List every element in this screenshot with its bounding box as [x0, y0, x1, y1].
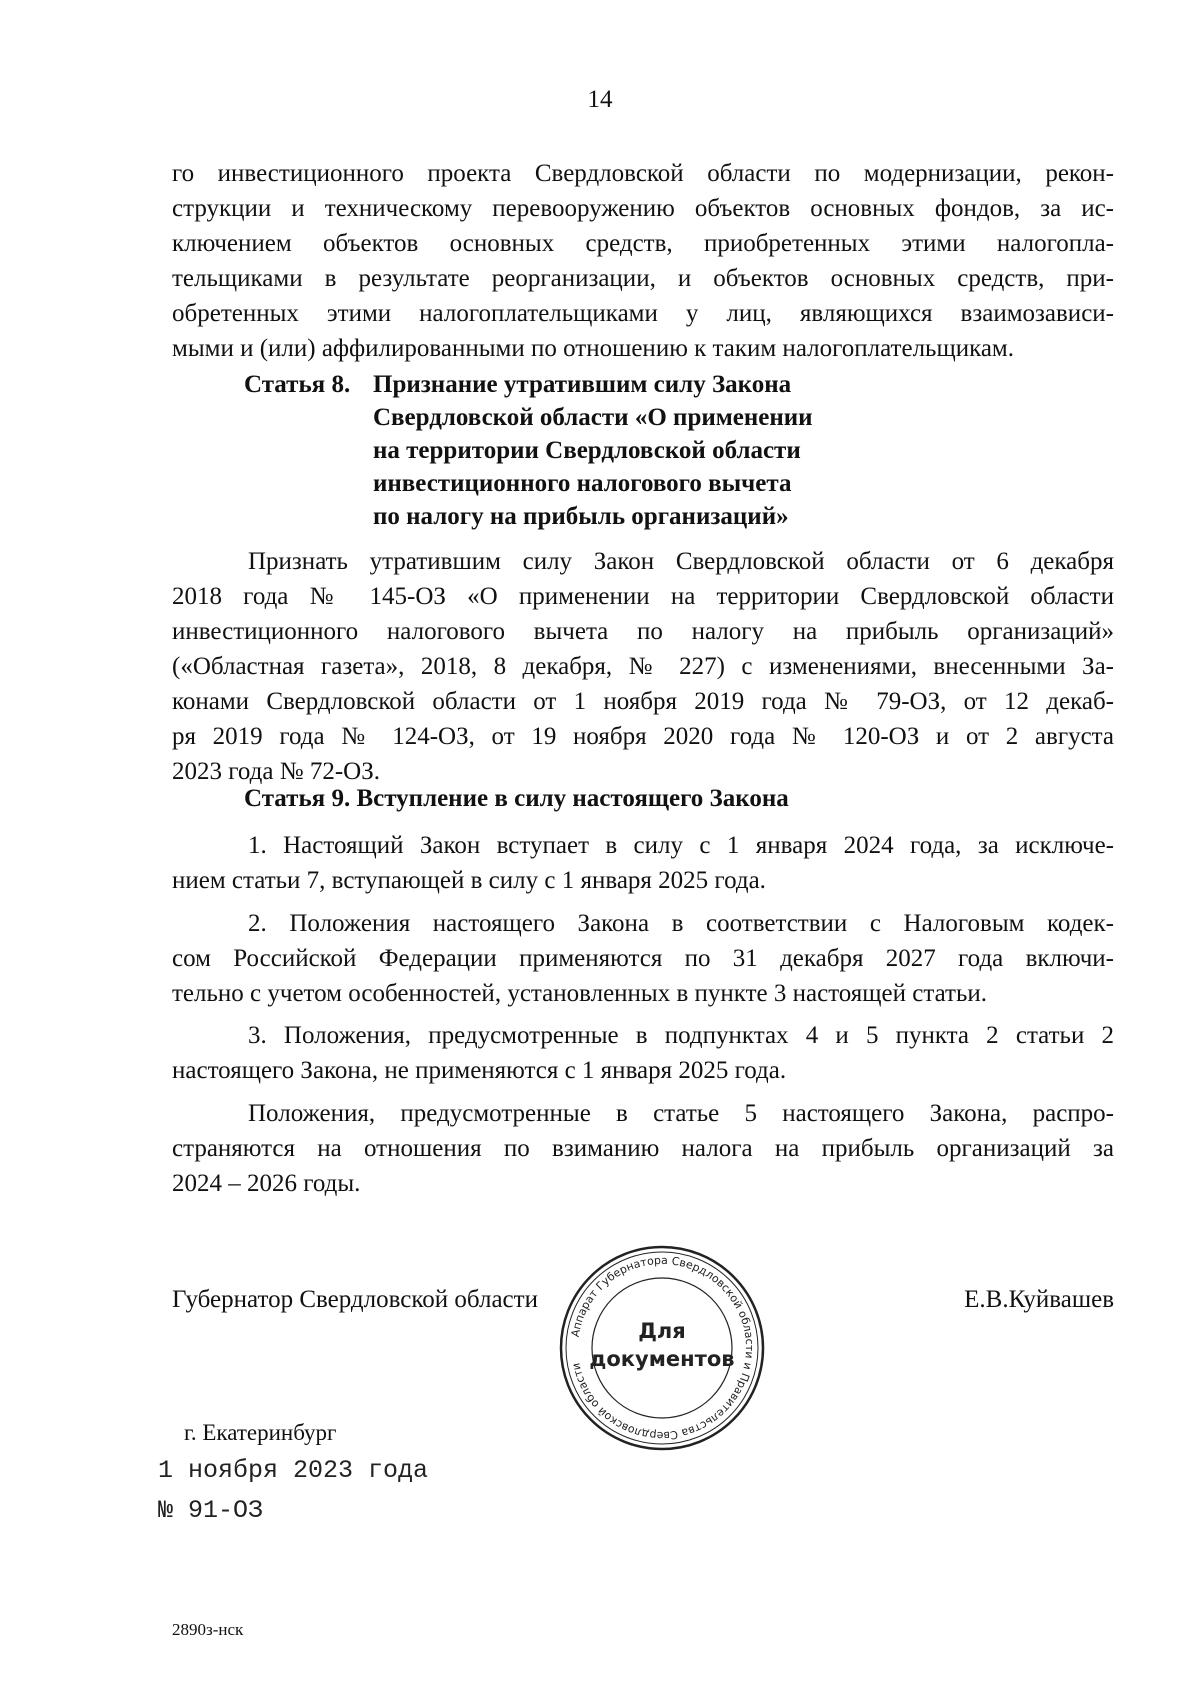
text-line: 3. Положения, предусмотренные в подпунктах 4 и 5 пункта 2 статьи 2	[248, 1022, 1114, 1049]
text-line: го инвестиционного проекта Свердловской области по модернизации, рекон-	[172, 160, 1114, 187]
text-line: 2. Положения настоящего Закона в соответствии с Налоговым кодек-	[248, 910, 1114, 937]
article-8-title-line: инвестиционного налогового вычета	[373, 470, 792, 497]
text-line: инвестиционного налогового вычета по налогу на прибыль организаций»	[172, 618, 1114, 645]
page-number: 14	[587, 86, 613, 113]
article-8-heading	[244, 368, 813, 533]
article-9-paragraph-1	[172, 828, 1114, 898]
text-line: струкции и техническому перевооружению объектов основных фондов, за ис-	[172, 195, 1114, 222]
article-8-text	[172, 544, 1114, 789]
text-line: мыми и (или) аффилированными по отношению к таким налогоплательщикам.	[172, 335, 1015, 362]
text-line: тельно с учетом особенностей, установленных в пункте 3 настоящей статьи.	[172, 980, 988, 1007]
article-8-title-line: по налогу на прибыль организаций»	[373, 503, 789, 530]
article-8-title-line: Признание утратившим силу Закона	[373, 371, 792, 398]
law-number: № 91-ОЗ	[158, 1496, 264, 1525]
text-line: ря 2019 года № 124-ОЗ, от 19 ноября 2020 года № 120-ОЗ и от 2 августа	[172, 723, 1114, 750]
text-line: конами Свердловской области от 1 ноября 2019 года № 79-ОЗ, от 12 декаб-	[172, 688, 1114, 715]
intro-paragraph	[172, 156, 1114, 366]
stamp-ring-text: Аппарат Губернатора Свердловской области и Правительства Свердловской области	[568, 1253, 757, 1443]
text-line: обретенных этими налогоплательщиками у лиц, являющихся взаимозависи-	[172, 300, 1114, 327]
article-8-number: Статья 8.	[244, 371, 351, 398]
article-9-heading: Статья 9. Вступление в силу настоящего Закона	[244, 785, 789, 812]
signature-position: Губернатор Свердловской области	[172, 1286, 538, 1313]
stamp-seal	[558, 1244, 766, 1452]
signing-city: г. Екатеринбург	[184, 1420, 337, 1445]
stamp-center-line-1: Для	[638, 1319, 686, 1343]
signature-name: Е.В.Куйвашев	[964, 1286, 1114, 1313]
stamp-center-line-2: документов	[589, 1347, 735, 1371]
text-line: 2018 года № 145-ОЗ «О применении на территории Свердловской области	[172, 583, 1114, 610]
text-line: Положения, предусмотренные в статье 5 настоящего Закона, распро-	[248, 1100, 1114, 1127]
article-9-paragraph-2	[172, 906, 1114, 1011]
text-line: ключением объектов основных средств, приобретенных этими налогопла-	[172, 230, 1114, 257]
article-8-title-line: на территории Свердловской области	[373, 437, 801, 464]
text-line: страняются на отношения по взиманию налога на прибыль организаций за	[172, 1135, 1114, 1162]
article-9-paragraph-4	[172, 1096, 1114, 1201]
text-line: сом Российской Федерации применяются по 31 декабря 2027 года включи-	[172, 945, 1114, 972]
text-line: 1. Настоящий Закон вступает в силу с 1 января 2024 года, за исключе-	[248, 832, 1114, 859]
text-line: нием статьи 7, вступающей в силу с 1 января 2025 года.	[172, 867, 766, 894]
text-line: тельщиками в результате реорганизации, и объектов основных средств, при-	[172, 265, 1114, 292]
article-8-title-line: Свердловской области «О применении	[373, 404, 813, 431]
text-line: 2023 года № 72-ОЗ.	[172, 758, 380, 785]
text-line: Признать утратившим силу Закон Свердловской области от 6 декабря	[248, 548, 1114, 575]
document-code: 2890з-нск	[172, 1620, 244, 1639]
signing-date: 1 ноября 2023 года	[158, 1456, 429, 1485]
text-line: («Областная газета», 2018, 8 декабря, № 227) с изменениями, внесенными За-	[172, 653, 1114, 680]
text-line: 2024 – 2026 годы.	[172, 1170, 361, 1197]
text-line: настоящего Закона, не применяются с 1 января 2025 года.	[172, 1057, 787, 1084]
article-9-paragraph-3	[172, 1018, 1114, 1088]
